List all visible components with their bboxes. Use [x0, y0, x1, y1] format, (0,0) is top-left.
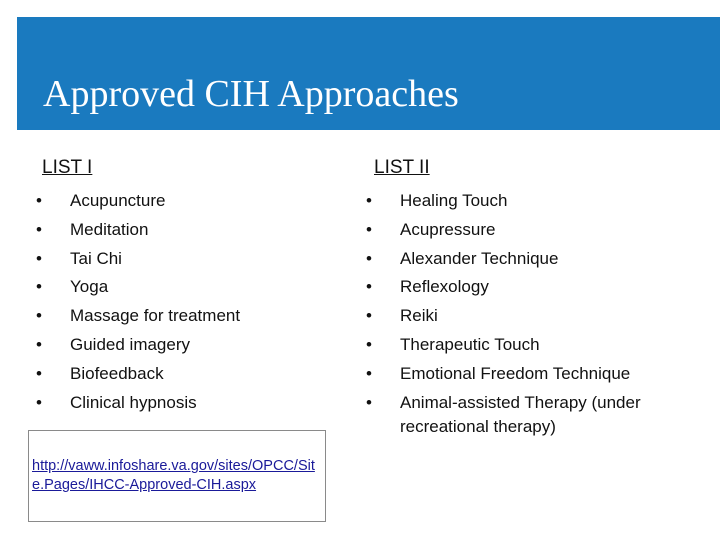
list-item: • Yoga — [36, 275, 240, 304]
bullet-icon: • — [36, 248, 42, 268]
list-item: • Reflexology — [366, 275, 670, 304]
reference-box — [28, 430, 326, 522]
list-item: • Biofeedback — [36, 362, 240, 391]
bullet-icon: • — [36, 334, 42, 354]
bullet-icon: • — [36, 306, 42, 326]
reference-link[interactable]: http://vaww.infoshare.va.gov/sites/OPCC/Site.Pages/IHCC-Approved-CIH.aspx — [32, 458, 315, 493]
list-item: • Emotional Freedom Technique — [366, 362, 670, 391]
list-item: • Acupressure — [366, 218, 670, 247]
bullet-icon: • — [366, 392, 372, 412]
list-item: • Reiki — [366, 304, 670, 333]
bullet-icon: • — [366, 306, 372, 326]
list-two — [366, 189, 670, 439]
list-item: • Alexander Technique — [366, 247, 670, 276]
slide-title: Approved CIH Approaches — [43, 73, 459, 115]
bullet-icon: • — [36, 392, 42, 412]
list-item: • Meditation — [36, 218, 240, 247]
bullet-icon: • — [36, 219, 42, 239]
bullet-icon: • — [366, 191, 372, 210]
bullet-icon: • — [36, 277, 42, 297]
bullet-icon: • — [366, 219, 372, 239]
list-one-heading: LIST I — [42, 157, 93, 178]
bullet-icon: • — [366, 277, 372, 297]
bullet-icon: • — [36, 191, 42, 210]
bullet-icon: • — [36, 363, 42, 383]
list-item: • Tai Chi — [36, 247, 240, 276]
list-item: • Clinical hypnosis — [36, 391, 240, 420]
bullet-icon: • — [366, 248, 372, 268]
list-item: • Therapeutic Touch — [366, 333, 670, 362]
title-banner — [17, 17, 720, 130]
list-item: • Healing Touch — [366, 189, 670, 218]
list-item: • Guided imagery — [36, 333, 240, 362]
list-one — [36, 189, 240, 419]
list-two-heading: LIST II — [374, 157, 430, 178]
list-item: • Animal-assisted Therapy (under recreational therapy) — [366, 392, 641, 436]
list-item: • Massage for treatment — [36, 304, 240, 333]
bullet-icon: • — [366, 334, 372, 354]
bullet-icon: • — [366, 363, 372, 383]
list-item: • Acupuncture — [36, 189, 240, 218]
